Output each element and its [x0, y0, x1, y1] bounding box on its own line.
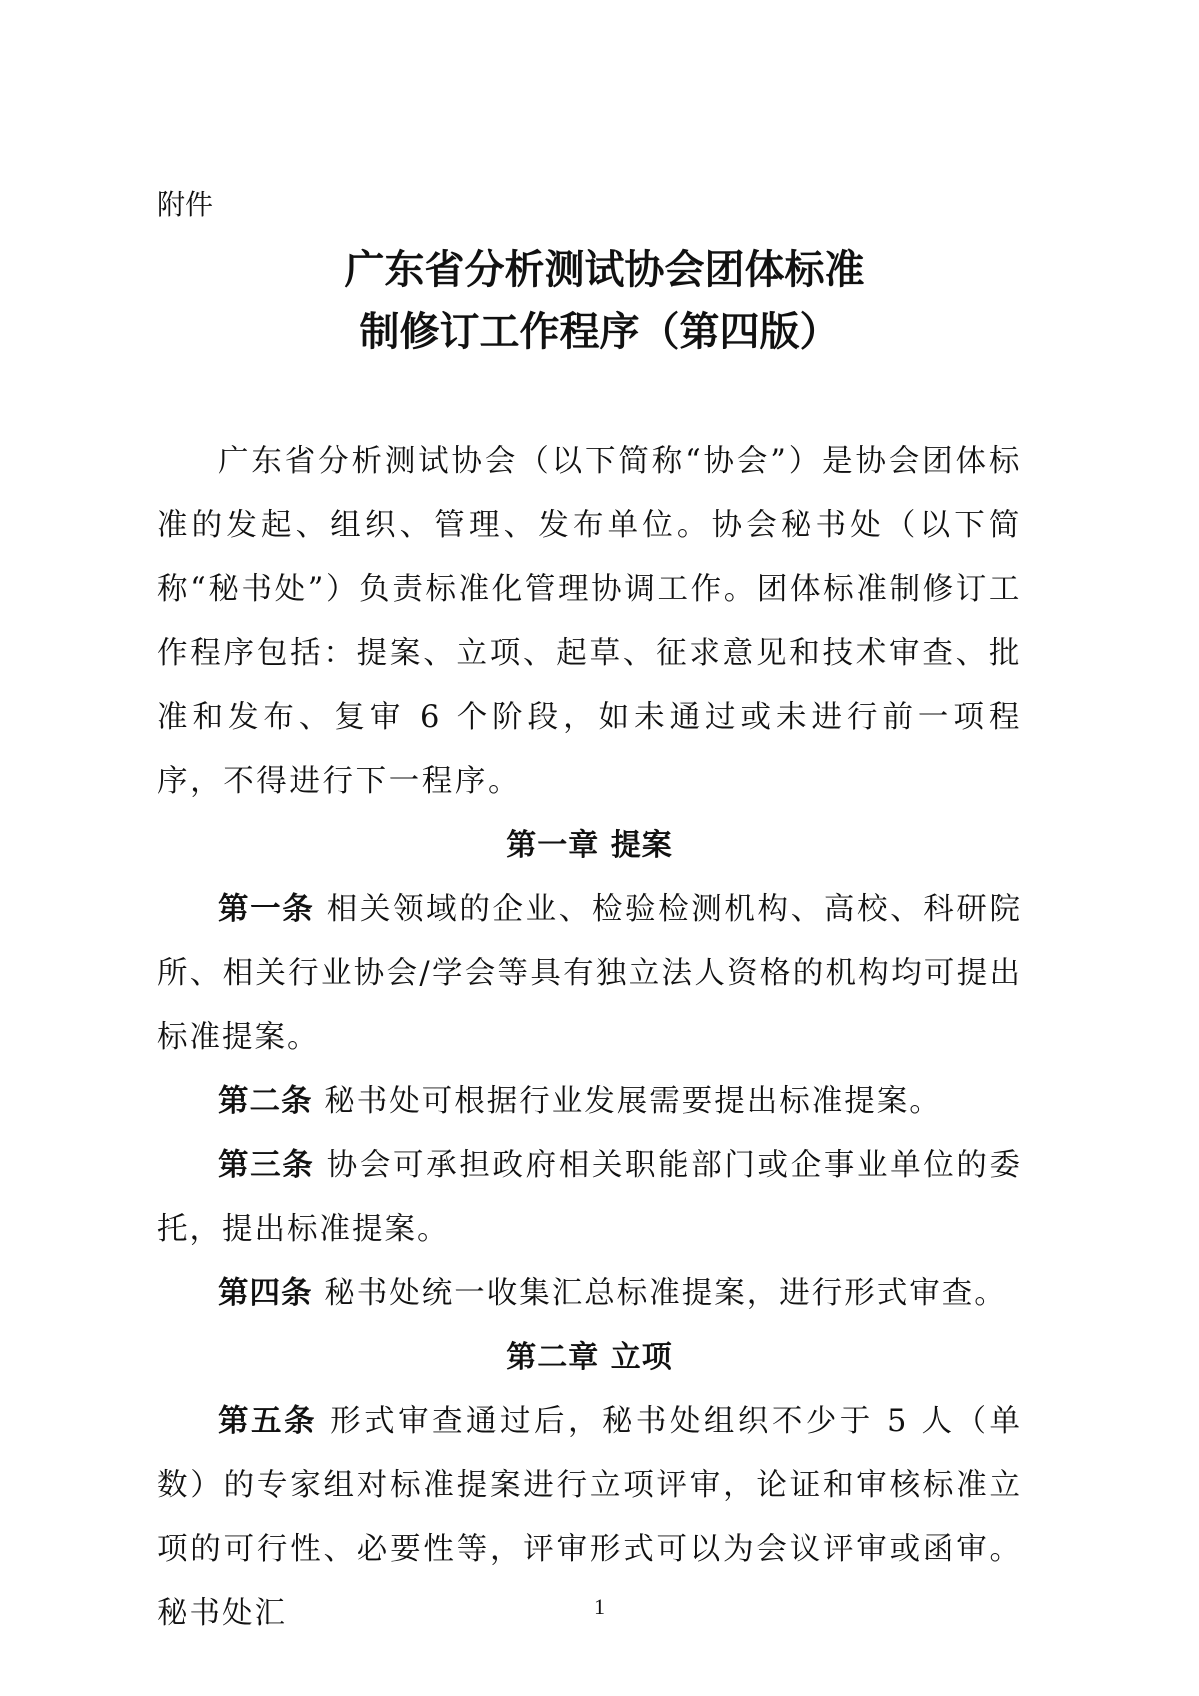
article-text: 协会可承担政府相关职能部门或企事业单位的委托，提出标准提案。	[157, 1148, 1023, 1247]
intro-paragraph: 广东省分析测试协会（以下简称“协会”）是协会团体标准的发起、组织、管理、发布单位。协会秘书处（以下简称“秘书处”）负责标准化管理协调工作。团体标准制修订工作程序包括：提案、立项、起草、征求意见和技术审查、批准和发布、复审 6 个阶段，如未通过或未进行前一项程序，不得进行下一程序。	[157, 444, 1022, 799]
article-text: 秘书处统一收集汇总标准提案，进行形式审查。	[324, 1276, 1007, 1311]
article-3	[157, 1134, 1022, 1262]
article-4	[157, 1262, 1022, 1326]
document-body	[157, 430, 1022, 1646]
article-1	[157, 878, 1022, 1070]
article-label: 第四条	[218, 1276, 313, 1311]
article-2	[157, 1070, 1022, 1134]
page-number: 1	[594, 1594, 605, 1619]
attachment-label: 附件	[157, 188, 214, 221]
article-label: 第一条	[218, 892, 315, 927]
article-label: 第二条	[218, 1084, 313, 1119]
chapter-heading-2: 第二章 立项	[506, 1340, 673, 1375]
document-title-line1: 广东省分析测试协会团体标准	[344, 246, 865, 293]
article-text: 相关领域的企业、检验检测机构、高校、科研院所、相关行业协会/学会等具有独立法人资格的机构均可提出标准提案。	[157, 892, 1023, 1055]
article-label: 第三条	[218, 1148, 315, 1183]
article-text: 秘书处可根据行业发展需要提出标准提案。	[324, 1084, 942, 1119]
chapter-heading-1: 第一章 提案	[506, 828, 673, 863]
document-title-line2: 制修订工作程序（第四版）	[359, 308, 840, 355]
article-label: 第五条	[218, 1404, 317, 1439]
article-text: 形式审查通过后，秘书处组织不少于 5 人（单数）的专家组对标准提案进行立项评审，论证和审核标准立项的可行性、必要性等，评审形式可以为会议评审或函审。秘书处汇	[157, 1404, 1023, 1631]
